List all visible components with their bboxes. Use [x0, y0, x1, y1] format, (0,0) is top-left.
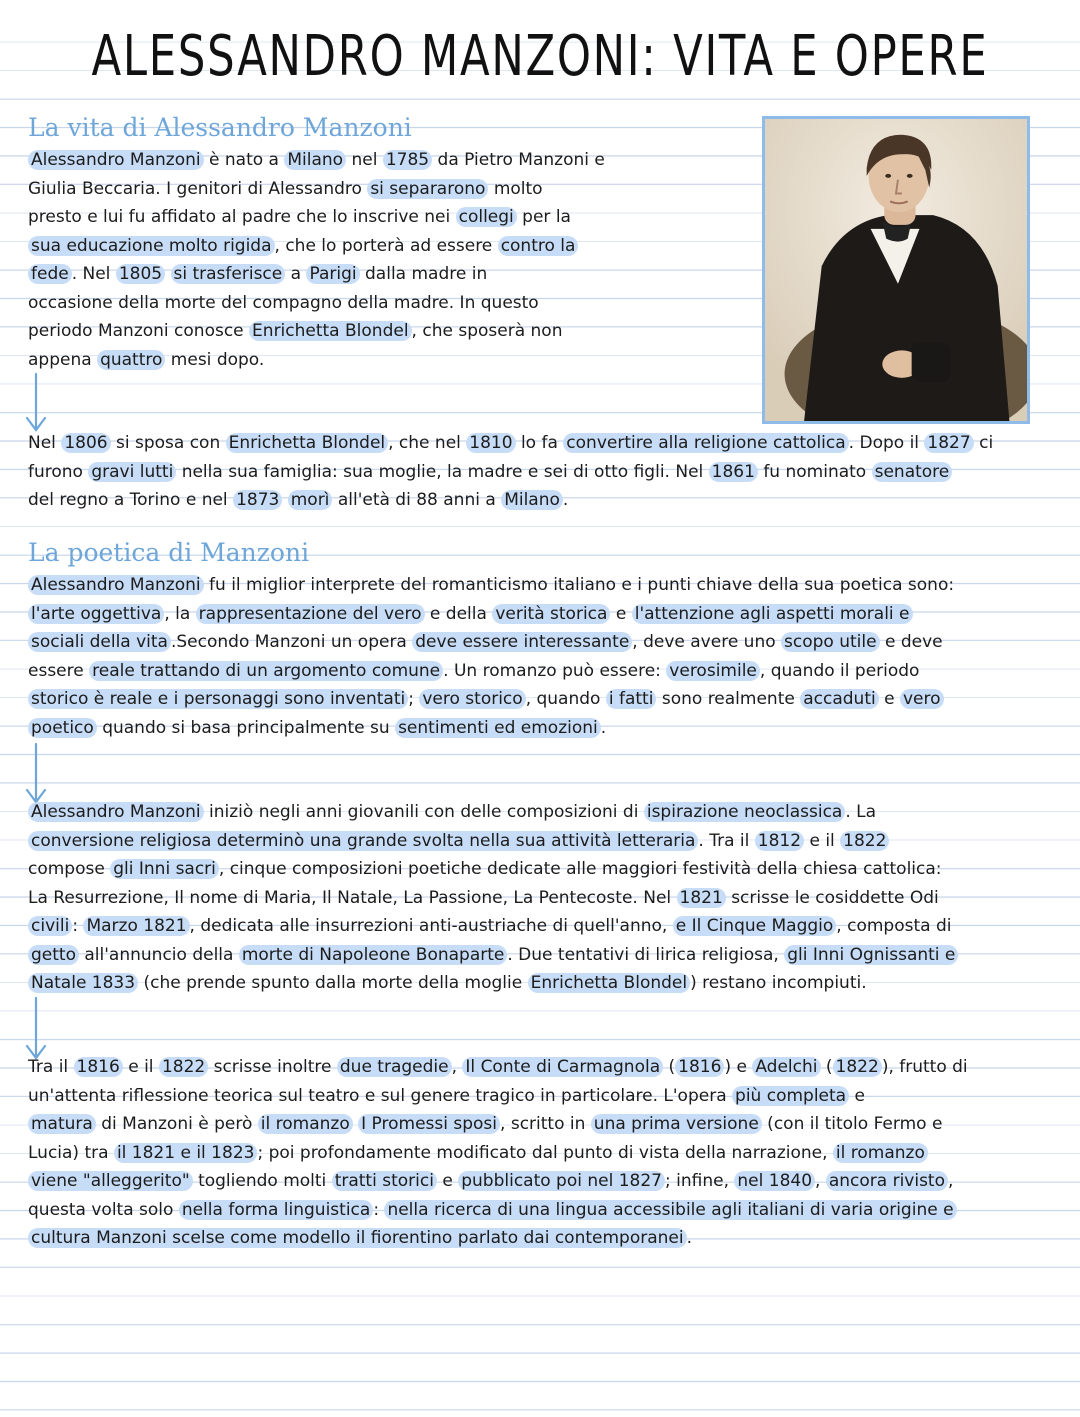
text-line: appena quattro mesi dopo. [28, 349, 265, 370]
highlighted-phrase: 1822 [159, 1057, 208, 1077]
down-arrow-icon [24, 372, 48, 434]
highlighted-phrase: Milano [284, 150, 346, 170]
text-line: matura di Manzoni è però il romanzo I Promessi sposi , scritto in una prima versione (con il titolo Fermo e [28, 1110, 968, 1139]
highlighted-phrase: Enrichetta Blondel [249, 321, 412, 341]
text-line: viene "alleggerito" togliendo molti tratti storici e pubblicato poi nel 1827 ; infine, nel 1840 , ancora rivisto , [28, 1167, 968, 1196]
text-line: conversione religiosa determinò una grande svolta nella sua attività letteraria . Tra il 1812 e il 1822 [28, 827, 958, 856]
highlighted-phrase: il romanzo [833, 1143, 928, 1163]
highlighted-phrase: Enrichetta Blondel [226, 433, 389, 453]
highlighted-phrase: 1785 [383, 150, 432, 170]
section-heading-vita: La vita di Alessandro Manzoni [28, 113, 412, 142]
highlighted-phrase: pubblicato poi nel 1827 [458, 1171, 665, 1191]
text-line: essere reale trattando di un argomento comune . Un romanzo può essere: verosimile , quando il periodo [28, 660, 920, 681]
highlighted-phrase: senatore [872, 462, 953, 482]
highlighted-phrase: una prima versione [591, 1114, 762, 1134]
highlighted-phrase: cultura Manzoni scelse come modello il fiorentino parlato dai contemporanei [28, 1228, 687, 1248]
highlighted-phrase: 1810 [466, 433, 515, 453]
text-line: del regno a Torino e nel 1873 morì all'età di 88 anni a Milano . [28, 490, 569, 510]
highlighted-phrase: Alessandro Manzoni [28, 575, 204, 595]
text-line: questa volta solo nella forma linguistica : nella ricerca di una lingua accessibile agli italiani di varia origine e [28, 1196, 968, 1225]
text-line: compose gli Inni sacri , cinque composizioni poetiche dedicate alle maggiori festività della chiesa cattolica: [28, 859, 942, 879]
down-arrow-icon [24, 742, 48, 806]
highlighted-phrase: convertire alla religione cattolica [563, 433, 848, 453]
text-line: civili : Marzo 1821 , dedicata alle insurrezioni anti-austriache di quell'anno, e Il Cinque Maggio , composta di [28, 912, 958, 941]
highlighted-phrase: Marzo 1821 [83, 916, 189, 936]
highlighted-phrase: morte di Napoleone Bonaparte [239, 945, 508, 965]
highlighted-phrase: vero [900, 689, 944, 709]
paragraph-opere-poetiche [28, 798, 958, 998]
highlighted-phrase: matura [28, 1114, 96, 1134]
highlighted-phrase: 1873 [233, 490, 282, 510]
text-line: poetico quando si basa principalmente su sentimenti ed emozioni . [28, 714, 954, 743]
highlighted-phrase: i fatti [606, 689, 657, 709]
highlighted-phrase: verosimile [666, 661, 760, 681]
text-line: La Resurrezione, Il nome di Maria, Il Natale, La Passione, La Pentecoste. Nel 1821 scrisse le cosiddette Odi [28, 887, 939, 908]
highlighted-phrase: 1806 [61, 433, 110, 453]
highlighted-phrase: gli Inni Ognissanti e [784, 945, 958, 965]
paragraph-vita [28, 146, 605, 374]
highlighted-phrase: vero storico [419, 689, 525, 709]
highlighted-phrase: 1816 [675, 1057, 724, 1077]
highlighted-phrase: si trasferisce [171, 264, 286, 284]
highlighted-phrase: conversione religiosa determinò una grande svolta nella sua attività letteraria [28, 831, 698, 851]
highlighted-phrase: 1827 [924, 433, 973, 453]
highlighted-phrase: morì [288, 490, 333, 510]
highlighted-phrase: ancora rivisto [826, 1171, 948, 1191]
highlighted-phrase: fede [28, 264, 72, 284]
highlighted-phrase: rappresentazione del vero [196, 604, 425, 624]
text-line: sociali della vita .Secondo Manzoni un opera deve essere interessante , deve avere uno scopo utile e deve [28, 628, 954, 657]
text-line: furono gravi lutti nella sua famiglia: sua moglie, la madre e sei di otto figli. Nel 1861 fu nominato senatore [28, 458, 993, 487]
text-line: periodo Manzoni conosce Enrichetta Blondel , che sposerà non [28, 321, 563, 341]
highlighted-phrase: collegi [456, 207, 517, 227]
text-line: Tra il 1816 e il 1822 scrisse inoltre due tragedie , Il Conte di Carmagnola ( 1816 ) e Adelchi ( 1822 ), frutto di [28, 1057, 968, 1077]
highlighted-phrase: si separarono [367, 179, 488, 199]
highlighted-phrase: Alessandro Manzoni [28, 150, 204, 170]
highlighted-phrase: scopo utile [781, 632, 880, 652]
text-line: Alessandro Manzoni iniziò negli anni giovanili con delle composizioni di ispirazione neoclassica . La [28, 798, 958, 827]
text-line: cultura Manzoni scelse come modello il fiorentino parlato dai contemporanei . [28, 1224, 968, 1253]
highlighted-phrase: I Promessi sposi [358, 1114, 500, 1134]
text-line: un'attenta riflessione teorica sul teatro e sul genere tragico in particolare. L'opera più completa e [28, 1085, 865, 1106]
paragraph-poetica [28, 571, 954, 742]
text-line: l'arte oggettiva , la rappresentazione del vero e della verità storica e l'attenzione agli aspetti morali e [28, 600, 954, 629]
highlighted-phrase: più completa [732, 1086, 849, 1106]
highlighted-phrase: tratti storici [332, 1171, 437, 1191]
page-title: ALESSANDRO MANZONI: VITA E OPERE [91, 24, 989, 89]
highlighted-phrase: due tragedie [337, 1057, 452, 1077]
highlighted-phrase: 1861 [709, 462, 758, 482]
text-line: Alessandro Manzoni fu il miglior interprete del romanticismo italiano e i punti chiave della sua poetica sono: [28, 571, 954, 600]
highlighted-phrase: e Il Cinque Maggio [673, 916, 837, 936]
text-line: presto e lui fu affidato al padre che lo inscrive nei collegi per la [28, 207, 571, 227]
highlighted-phrase: gravi lutti [88, 462, 176, 482]
text-line: occasione della morte del compagno della madre. In questo [28, 292, 539, 313]
highlighted-phrase: l'attenzione agli aspetti morali e [632, 604, 913, 624]
highlighted-phrase: sentimenti ed emozioni [395, 718, 601, 738]
manzoni-portrait [762, 116, 1030, 424]
text-line: Lucia) tra il 1821 e il 1823 ; poi profondamente modificato dal punto di vista della narrazione, il romanzo [28, 1139, 968, 1168]
text-line: sua educazione molto rigida , che lo porterà ad essere contro la [28, 232, 605, 261]
highlighted-phrase: Adelchi [752, 1057, 820, 1077]
highlighted-phrase: Alessandro Manzoni [28, 802, 204, 822]
text-line: Nel 1806 si sposa con Enrichetta Blondel , che nel 1810 lo fa convertire alla religione cattolica . Dopo il 1827 ci [28, 433, 994, 453]
highlighted-phrase: 1816 [74, 1057, 123, 1077]
highlighted-phrase: poetico [28, 718, 97, 738]
highlighted-phrase: quattro [97, 350, 165, 370]
highlighted-phrase: Enrichetta Blondel [528, 973, 691, 993]
highlighted-phrase: l'arte oggettiva [28, 604, 164, 624]
text-line: Alessandro Manzoni è nato a Milano nel 1785 da Pietro Manzoni e [28, 146, 605, 175]
text-line: fede . Nel 1805 si trasferisce a Parigi dalla madre in [28, 260, 605, 289]
highlighted-phrase: viene "alleggerito" [28, 1171, 193, 1191]
highlighted-phrase: reale trattando di un argomento comune [89, 661, 443, 681]
highlighted-phrase: nella forma linguistica [179, 1200, 373, 1220]
highlighted-phrase: sua educazione molto rigida [28, 236, 275, 256]
highlighted-phrase: ispirazione neoclassica [644, 802, 846, 822]
paragraph-opere-romanzo [28, 1053, 968, 1253]
highlighted-phrase: il romanzo [258, 1114, 353, 1134]
highlighted-phrase: gli Inni sacri [110, 859, 219, 879]
highlighted-phrase: il 1821 e il 1823 [114, 1143, 258, 1163]
highlighted-phrase: getto [28, 945, 79, 965]
highlighted-phrase: storico è reale e i personaggi sono inventati [28, 689, 408, 709]
text-line: storico è reale e i personaggi sono inventati ; vero storico , quando i fatti sono realmente accaduti e vero [28, 685, 954, 714]
highlighted-phrase: 1822 [833, 1057, 882, 1077]
highlighted-phrase: nel 1840 [734, 1171, 815, 1191]
highlighted-phrase: 1805 [116, 264, 165, 284]
highlighted-phrase: Natale 1833 [28, 973, 138, 993]
highlighted-phrase: 1812 [755, 831, 804, 851]
text-line: Natale 1833 (che prende spunto dalla morte della moglie Enrichetta Blondel ) restano incompiuti. [28, 969, 958, 998]
highlighted-phrase: nella ricerca di una lingua accessibile agli italiani di varia origine e [384, 1200, 956, 1220]
section-heading-poetica: La poetica di Manzoni [28, 538, 310, 567]
text-line: Giulia Beccaria. I genitori di Alessandro si separarono molto [28, 178, 543, 199]
highlighted-phrase: verità storica [492, 604, 610, 624]
highlighted-phrase: deve essere interessante [412, 632, 632, 652]
highlighted-phrase: Il Conte di Carmagnola [462, 1057, 663, 1077]
highlighted-phrase: Parigi [306, 264, 359, 284]
highlighted-phrase: 1822 [840, 831, 889, 851]
highlighted-phrase: 1821 [677, 888, 726, 908]
paragraph-vita-continued [28, 429, 993, 515]
highlighted-phrase: Milano [501, 490, 563, 510]
text-line: getto all'annuncio della morte di Napoleone Bonaparte . Due tentativi di lirica religiosa, gli Inni Ognissanti e [28, 941, 958, 970]
highlighted-phrase: contro la [498, 236, 579, 256]
highlighted-phrase: civili [28, 916, 72, 936]
highlighted-phrase: accaduti [800, 689, 878, 709]
highlighted-phrase: sociali della vita [28, 632, 171, 652]
